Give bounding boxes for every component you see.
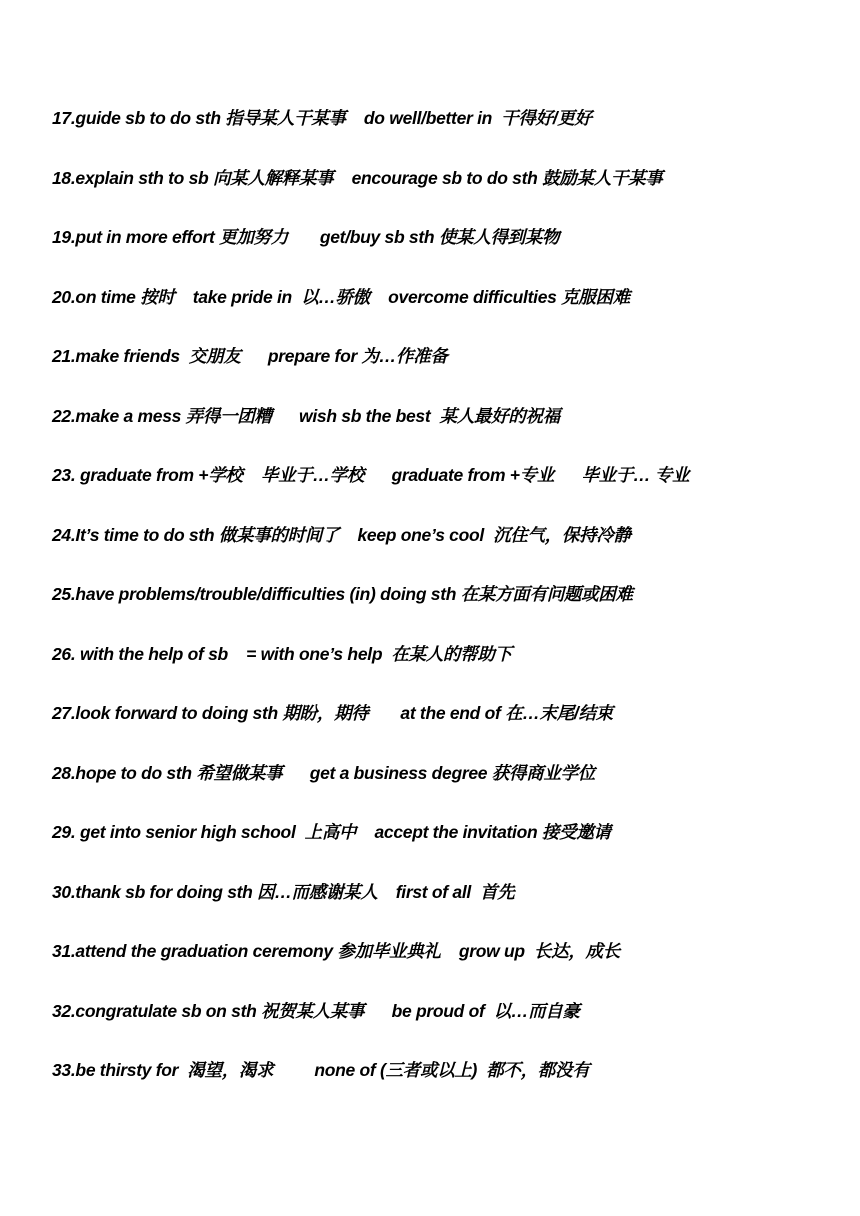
phrase-line-26: 26. with the help of sb = with one’s help 在某人的帮助下 [52,643,512,664]
phrase-line-29: 29. get into senior high school 上高中 accept the invitation 接受邀请 [52,822,611,842]
phrase-line-32: 32.congratulate sb on sth 祝贺某人某事 be proud of 以…而自豪 [52,1000,580,1021]
phrase-line-31: 31.attend the graduation ceremony 参加毕业典礼 grow up 长达，成长 [52,941,620,961]
phrase-list [52,102,842,1114]
phrase-line-23: 23. graduate from +学校 毕业于…学校 graduate from +专业 毕业于… 专业 [52,465,690,485]
phrase-line-20: 20.on time 按时 take pride in 以…骄傲 overcome difficulties 克服困难 [52,286,630,307]
phrase-line-33: 33.be thirsty for 渴望，渴求 none of (三者或以上) 都不，都没有 [52,1060,590,1080]
phrase-line-17: 17.guide sb to do sth 指导某人干某事 do well/better in 干得好/更好 [52,108,592,128]
phrase-line-24: 24.It’s time to do sth 做某事的时间了 keep one’s cool 沉住气，保持冷静 [52,524,631,545]
phrase-line-25: 25.have problems/trouble/difficulties (in) doing sth 在某方面有问题或困难 [52,584,633,604]
phrase-line-19: 19.put in more effort 更加努力 get/buy sb sth 使某人得到某物 [52,227,560,247]
phrase-line-21: 21.make friends 交朋友 prepare for 为…作准备 [52,346,448,366]
phrase-line-30: 30.thank sb for doing sth 因…而感谢某人 first of all 首先 [52,881,515,902]
phrase-line-22: 22.make a mess 弄得一团糟 wish sb the best 某人最好的祝福 [52,405,560,426]
phrase-line-28: 28.hope to do sth 希望做某事 get a business degree 获得商业学位 [52,762,595,783]
phrase-line-18: 18.explain sth to sb 向某人解释某事 encourage sb to do sth 鼓励某人干某事 [52,167,663,188]
phrase-line-27: 27.look forward to doing sth 期盼，期待 at the end of 在…末尾/结束 [52,703,613,723]
